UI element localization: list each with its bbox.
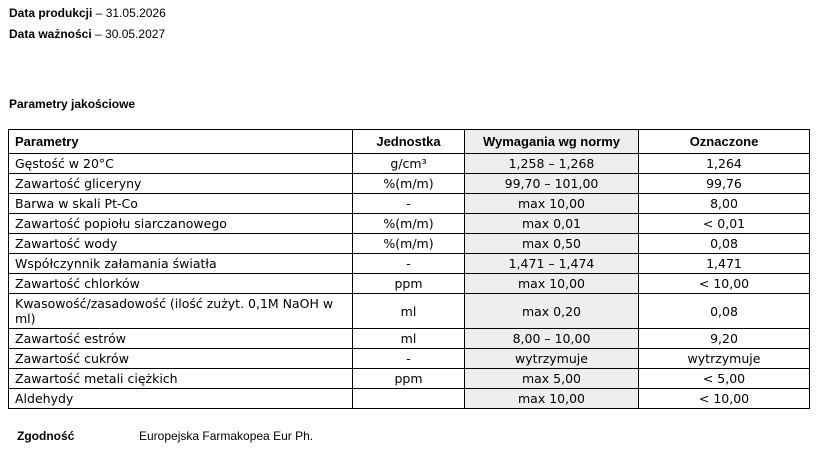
parameter-cell: Kwasowość/zasadowość (ilość zużyt. 0,1M NaOH w ml) [9,294,353,329]
measured-cell: 1,264 [639,154,810,174]
requirement-cell: 1,258 – 1,268 [465,154,639,174]
measured-cell: 8,00 [639,194,810,214]
table-row [9,389,810,409]
unit-cell: ppm [353,369,465,389]
table-header-row [9,130,810,154]
requirement-cell: max 10,00 [465,194,639,214]
requirement-cell: 1,471 – 1,474 [465,254,639,274]
table-body [9,154,810,409]
table-row [9,254,810,274]
unit-cell: - [353,194,465,214]
parameter-cell: Aldehydy [9,389,353,409]
measured-cell: 0,08 [639,294,810,329]
measured-cell: 1,471 [639,254,810,274]
unit-cell: - [353,349,465,369]
production-date-label: Data produkcji [9,6,93,20]
parameter-cell: Gęstość w 20°C [9,154,353,174]
requirement-cell: max 10,00 [465,274,639,294]
unit-cell: - [353,254,465,274]
unit-cell: ml [353,329,465,349]
expiry-date [9,27,165,41]
requirement-cell: max 0,50 [465,234,639,254]
requirement-cell: max 10,00 [465,389,639,409]
unit-cell: ml [353,294,465,329]
unit-cell: %(m/m) [353,174,465,194]
parameter-cell: Zawartość chlorków [9,274,353,294]
unit-cell: g/cm³ [353,154,465,174]
table-row [9,349,810,369]
production-date-value: – 31.05.2026 [95,6,166,20]
measured-cell: < 5,00 [639,369,810,389]
production-date [9,6,166,20]
section-title: Parametry jakościowe [9,97,136,111]
unit-cell: ppm [353,274,465,294]
requirement-cell: 99,70 – 101,00 [465,174,639,194]
expiry-date-value: – 30.05.2027 [95,27,166,41]
parameter-cell: Barwa w skali Pt-Co [9,194,353,214]
column-header-unit: Jednostka [353,130,465,154]
compliance-label: Zgodność [17,429,75,443]
measured-cell: 9,20 [639,329,810,349]
column-header-measured: Oznaczone [639,130,810,154]
expiry-date-label: Data ważności [9,27,92,41]
unit-cell: %(m/m) [353,234,465,254]
table-row [9,369,810,389]
quality-parameters-table [8,129,810,409]
requirement-cell: max 5,00 [465,369,639,389]
measured-cell: 0,08 [639,234,810,254]
compliance-value: Europejska Farmakopea Eur Ph. [139,429,314,443]
requirement-cell: wytrzymuje [465,349,639,369]
parameter-cell: Zawartość estrów [9,329,353,349]
table-row [9,174,810,194]
unit-cell: %(m/m) [353,214,465,234]
parameter-cell: Zawartość gliceryny [9,174,353,194]
unit-cell [353,389,465,409]
table-row [9,274,810,294]
parameter-cell: Zawartość popiołu siarczanowego [9,214,353,234]
parameter-cell: Zawartość cukrów [9,349,353,369]
table-row [9,214,810,234]
measured-cell: < 10,00 [639,274,810,294]
table-row [9,234,810,254]
measured-cell: wytrzymuje [639,349,810,369]
table-row [9,154,810,174]
table-row [9,294,810,329]
measured-cell: < 0,01 [639,214,810,234]
requirement-cell: max 0,20 [465,294,639,329]
table-row [9,194,810,214]
measured-cell: < 10,00 [639,389,810,409]
parameter-cell: Współczynnik załamania światła [9,254,353,274]
parameter-cell: Zawartość metali ciężkich [9,369,353,389]
requirement-cell: max 0,01 [465,214,639,234]
measured-cell: 99,76 [639,174,810,194]
column-header-requirements: Wymagania wg normy [465,130,639,154]
table-row [9,329,810,349]
requirement-cell: 8,00 – 10,00 [465,329,639,349]
parameter-cell: Zawartość wody [9,234,353,254]
column-header-parameter: Parametry [9,130,353,154]
